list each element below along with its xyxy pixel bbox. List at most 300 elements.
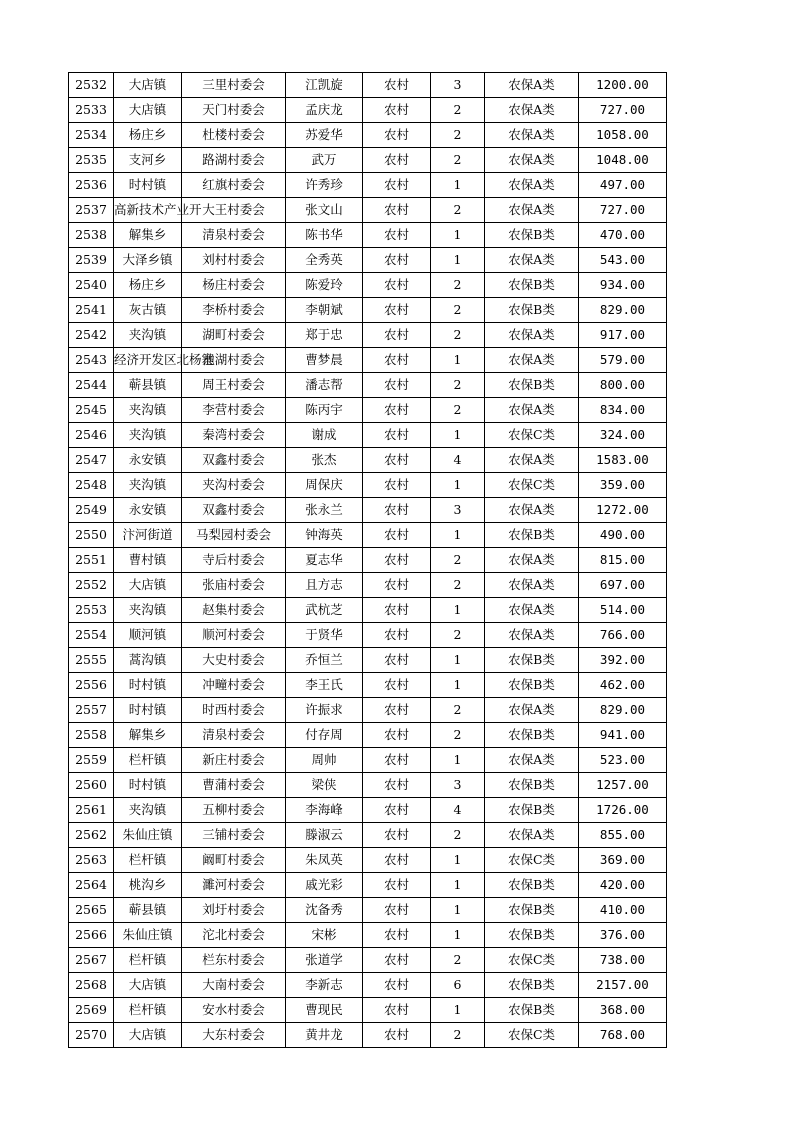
insurance-category-cell: 农保A类: [485, 323, 579, 348]
table-row: [69, 373, 667, 398]
village-committee-cell: 双鑫村委会: [182, 448, 286, 473]
amount-cell: 738.00: [579, 948, 667, 973]
area-type-cell: 农村: [363, 598, 431, 623]
village-committee-cell: 周王村委会: [182, 373, 286, 398]
village-committee-cell: 秦湾村委会: [182, 423, 286, 448]
town-cell: 顺河镇: [114, 623, 182, 648]
table-row: [69, 973, 667, 998]
village-committee-cell: 顺河村委会: [182, 623, 286, 648]
person-name-cell: 周帅: [286, 748, 363, 773]
amount-cell: 1272.00: [579, 498, 667, 523]
amount-cell: 462.00: [579, 673, 667, 698]
insurance-category-cell: 农保A类: [485, 98, 579, 123]
village-committee-cell: 大王村委会: [182, 198, 286, 223]
household-count-cell: 1: [431, 748, 485, 773]
amount-cell: 1257.00: [579, 773, 667, 798]
insurance-category-cell: 农保C类: [485, 948, 579, 973]
record-number-cell: 2540: [69, 273, 114, 298]
person-name-cell: 乔恒兰: [286, 648, 363, 673]
record-number-cell: 2542: [69, 323, 114, 348]
record-number-cell: 2560: [69, 773, 114, 798]
town-cell: 栏杆镇: [114, 748, 182, 773]
insurance-category-cell: 农保A类: [485, 348, 579, 373]
area-type-cell: 农村: [363, 298, 431, 323]
amount-cell: 815.00: [579, 548, 667, 573]
record-number-cell: 2538: [69, 223, 114, 248]
town-cell: 解集乡: [114, 223, 182, 248]
town-cell: 朱仙庄镇: [114, 823, 182, 848]
record-number-cell: 2556: [69, 673, 114, 698]
village-committee-cell: 濉河村委会: [182, 873, 286, 898]
household-count-cell: 2: [431, 198, 485, 223]
person-name-cell: 朱凤英: [286, 848, 363, 873]
insurance-category-cell: 农保B类: [485, 923, 579, 948]
insurance-category-cell: 农保A类: [485, 598, 579, 623]
household-count-cell: 1: [431, 598, 485, 623]
town-cell: 灰古镇: [114, 298, 182, 323]
household-count-cell: 1: [431, 223, 485, 248]
town-cell: 杨庄乡: [114, 273, 182, 298]
insurance-category-cell: 农保A类: [485, 698, 579, 723]
household-count-cell: 1: [431, 898, 485, 923]
insurance-category-cell: 农保C类: [485, 1023, 579, 1048]
area-type-cell: 农村: [363, 1023, 431, 1048]
record-number-cell: 2537: [69, 198, 114, 223]
person-name-cell: 夏志华: [286, 548, 363, 573]
area-type-cell: 农村: [363, 148, 431, 173]
amount-cell: 368.00: [579, 998, 667, 1023]
person-name-cell: 钟海英: [286, 523, 363, 548]
insurance-category-cell: 农保A类: [485, 123, 579, 148]
village-committee-cell: 李桥村委会: [182, 298, 286, 323]
person-name-cell: 李海峰: [286, 798, 363, 823]
person-name-cell: 许秀珍: [286, 173, 363, 198]
household-count-cell: 1: [431, 423, 485, 448]
table-row: [69, 898, 667, 923]
village-committee-cell: 大东村委会: [182, 1023, 286, 1048]
village-committee-cell: 三里村委会: [182, 73, 286, 98]
table-row: [69, 198, 667, 223]
town-cell: 大泽乡镇: [114, 248, 182, 273]
amount-cell: 1200.00: [579, 73, 667, 98]
ledger-body: [69, 73, 667, 1048]
insurance-category-cell: 农保B类: [485, 223, 579, 248]
area-type-cell: 农村: [363, 173, 431, 198]
amount-cell: 2157.00: [579, 973, 667, 998]
record-number-cell: 2553: [69, 598, 114, 623]
table-row: [69, 673, 667, 698]
village-committee-cell: 清泉村委会: [182, 723, 286, 748]
insurance-category-cell: 农保B类: [485, 273, 579, 298]
town-cell: 蕲县镇: [114, 373, 182, 398]
insurance-category-cell: 农保A类: [485, 573, 579, 598]
person-name-cell: 江凯旋: [286, 73, 363, 98]
table-row: [69, 98, 667, 123]
household-count-cell: 4: [431, 798, 485, 823]
town-cell: 支河乡: [114, 148, 182, 173]
record-number-cell: 2533: [69, 98, 114, 123]
record-number-cell: 2534: [69, 123, 114, 148]
record-number-cell: 2544: [69, 373, 114, 398]
insurance-category-cell: 农保B类: [485, 648, 579, 673]
area-type-cell: 农村: [363, 573, 431, 598]
table-row: [69, 148, 667, 173]
town-cell: 时村镇: [114, 173, 182, 198]
town-cell: 大店镇: [114, 573, 182, 598]
insurance-category-cell: 农保B类: [485, 298, 579, 323]
village-committee-cell: 清泉村委会: [182, 223, 286, 248]
table-row: [69, 73, 667, 98]
table-row: [69, 923, 667, 948]
area-type-cell: 农村: [363, 773, 431, 798]
household-count-cell: 2: [431, 373, 485, 398]
amount-cell: 855.00: [579, 823, 667, 848]
village-committee-cell: 杜楼村委会: [182, 123, 286, 148]
household-count-cell: 2: [431, 123, 485, 148]
village-committee-cell: 阚町村委会: [182, 848, 286, 873]
household-count-cell: 2: [431, 273, 485, 298]
household-count-cell: 1: [431, 648, 485, 673]
table-row: [69, 498, 667, 523]
record-number-cell: 2558: [69, 723, 114, 748]
town-cell: 曹村镇: [114, 548, 182, 573]
household-count-cell: 2: [431, 948, 485, 973]
table-row: [69, 173, 667, 198]
amount-cell: 727.00: [579, 98, 667, 123]
area-type-cell: 农村: [363, 323, 431, 348]
village-committee-cell: 湖町村委会: [182, 323, 286, 348]
person-name-cell: 于贤华: [286, 623, 363, 648]
insurance-category-cell: 农保B类: [485, 973, 579, 998]
insurance-category-cell: 农保A类: [485, 448, 579, 473]
town-cell: 夹沟镇: [114, 798, 182, 823]
person-name-cell: 张道学: [286, 948, 363, 973]
table-row: [69, 623, 667, 648]
household-count-cell: 4: [431, 448, 485, 473]
amount-cell: 523.00: [579, 748, 667, 773]
household-count-cell: 2: [431, 623, 485, 648]
village-committee-cell: 安水村委会: [182, 998, 286, 1023]
area-type-cell: 农村: [363, 248, 431, 273]
household-count-cell: 1: [431, 848, 485, 873]
person-name-cell: 武杭芝: [286, 598, 363, 623]
insurance-category-cell: 农保B类: [485, 773, 579, 798]
person-name-cell: 戚光彩: [286, 873, 363, 898]
town-cell: 时村镇: [114, 673, 182, 698]
area-type-cell: 农村: [363, 923, 431, 948]
record-number-cell: 2565: [69, 898, 114, 923]
town-cell: 夹沟镇: [114, 473, 182, 498]
village-committee-cell: 刘圩村委会: [182, 898, 286, 923]
table-row: [69, 823, 667, 848]
household-count-cell: 2: [431, 1023, 485, 1048]
person-name-cell: 全秀英: [286, 248, 363, 273]
village-committee-cell: 三铺村委会: [182, 823, 286, 848]
table-row: [69, 298, 667, 323]
village-committee-cell: 新庄村委会: [182, 748, 286, 773]
record-number-cell: 2555: [69, 648, 114, 673]
town-cell: 大店镇: [114, 73, 182, 98]
town-cell: 时村镇: [114, 773, 182, 798]
table-row: [69, 273, 667, 298]
household-count-cell: 2: [431, 323, 485, 348]
amount-cell: 1058.00: [579, 123, 667, 148]
town-cell: 夹沟镇: [114, 323, 182, 348]
benefit-ledger-table: [68, 72, 667, 1048]
insurance-category-cell: 农保B类: [485, 373, 579, 398]
area-type-cell: 农村: [363, 848, 431, 873]
amount-cell: 1048.00: [579, 148, 667, 173]
household-count-cell: 2: [431, 98, 485, 123]
village-committee-cell: 双鑫村委会: [182, 498, 286, 523]
record-number-cell: 2563: [69, 848, 114, 873]
person-name-cell: 曹现民: [286, 998, 363, 1023]
town-cell: 蕲县镇: [114, 898, 182, 923]
person-name-cell: 宋彬: [286, 923, 363, 948]
town-cell: 夹沟镇: [114, 423, 182, 448]
table-row: [69, 248, 667, 273]
area-type-cell: 农村: [363, 873, 431, 898]
amount-cell: 934.00: [579, 273, 667, 298]
village-committee-cell: 杨庄村委会: [182, 273, 286, 298]
record-number-cell: 2535: [69, 148, 114, 173]
village-committee-cell: 马梨园村委会: [182, 523, 286, 548]
household-count-cell: 3: [431, 73, 485, 98]
record-number-cell: 2546: [69, 423, 114, 448]
area-type-cell: 农村: [363, 698, 431, 723]
village-committee-cell: 夹沟村委会: [182, 473, 286, 498]
insurance-category-cell: 农保A类: [485, 248, 579, 273]
insurance-category-cell: 农保A类: [485, 623, 579, 648]
table-row: [69, 648, 667, 673]
table-row: [69, 1023, 667, 1048]
amount-cell: 697.00: [579, 573, 667, 598]
person-name-cell: 苏爱华: [286, 123, 363, 148]
person-name-cell: 李王氏: [286, 673, 363, 698]
village-committee-cell: 红旗村委会: [182, 173, 286, 198]
household-count-cell: 2: [431, 298, 485, 323]
person-name-cell: 陈书华: [286, 223, 363, 248]
person-name-cell: 周保庆: [286, 473, 363, 498]
record-number-cell: 2567: [69, 948, 114, 973]
amount-cell: 941.00: [579, 723, 667, 748]
area-type-cell: 农村: [363, 623, 431, 648]
village-committee-cell: 李营村委会: [182, 398, 286, 423]
town-cell: 朱仙庄镇: [114, 923, 182, 948]
area-type-cell: 农村: [363, 473, 431, 498]
insurance-category-cell: 农保A类: [485, 198, 579, 223]
insurance-category-cell: 农保C类: [485, 423, 579, 448]
person-name-cell: 梁侠: [286, 773, 363, 798]
amount-cell: 917.00: [579, 323, 667, 348]
household-count-cell: 6: [431, 973, 485, 998]
town-cell: 夹沟镇: [114, 598, 182, 623]
record-number-cell: 2564: [69, 873, 114, 898]
person-name-cell: 谢成: [286, 423, 363, 448]
insurance-category-cell: 农保B类: [485, 523, 579, 548]
area-type-cell: 农村: [363, 398, 431, 423]
amount-cell: 829.00: [579, 698, 667, 723]
record-number-cell: 2545: [69, 398, 114, 423]
household-count-cell: 1: [431, 923, 485, 948]
table-row: [69, 523, 667, 548]
area-type-cell: 农村: [363, 648, 431, 673]
town-cell: 经济开发区北杨寨: [114, 348, 182, 373]
person-name-cell: 陈丙宇: [286, 398, 363, 423]
record-number-cell: 2547: [69, 448, 114, 473]
household-count-cell: 2: [431, 723, 485, 748]
village-committee-cell: 天门村委会: [182, 98, 286, 123]
household-count-cell: 1: [431, 473, 485, 498]
table-row: [69, 398, 667, 423]
town-cell: 永安镇: [114, 448, 182, 473]
household-count-cell: 2: [431, 548, 485, 573]
area-type-cell: 农村: [363, 548, 431, 573]
area-type-cell: 农村: [363, 898, 431, 923]
amount-cell: 470.00: [579, 223, 667, 248]
amount-cell: 359.00: [579, 473, 667, 498]
record-number-cell: 2532: [69, 73, 114, 98]
insurance-category-cell: 农保C类: [485, 848, 579, 873]
amount-cell: 727.00: [579, 198, 667, 223]
town-cell: 大店镇: [114, 98, 182, 123]
amount-cell: 392.00: [579, 648, 667, 673]
town-cell: 大店镇: [114, 973, 182, 998]
household-count-cell: 3: [431, 773, 485, 798]
area-type-cell: 农村: [363, 973, 431, 998]
town-cell: 解集乡: [114, 723, 182, 748]
amount-cell: 1583.00: [579, 448, 667, 473]
town-cell: 汴河街道: [114, 523, 182, 548]
record-number-cell: 2559: [69, 748, 114, 773]
area-type-cell: 农村: [363, 73, 431, 98]
village-committee-cell: 栏东村委会: [182, 948, 286, 973]
household-count-cell: 2: [431, 573, 485, 598]
amount-cell: 768.00: [579, 1023, 667, 1048]
village-committee-cell: 沱北村委会: [182, 923, 286, 948]
amount-cell: 579.00: [579, 348, 667, 373]
person-name-cell: 滕淑云: [286, 823, 363, 848]
town-cell: 高新技术产业开: [114, 198, 182, 223]
insurance-category-cell: 农保A类: [485, 823, 579, 848]
area-type-cell: 农村: [363, 748, 431, 773]
record-number-cell: 2543: [69, 348, 114, 373]
village-committee-cell: 大南村委会: [182, 973, 286, 998]
village-committee-cell: 赵集村委会: [182, 598, 286, 623]
insurance-category-cell: 农保B类: [485, 873, 579, 898]
insurance-category-cell: 农保B类: [485, 673, 579, 698]
amount-cell: 514.00: [579, 598, 667, 623]
table-row: [69, 448, 667, 473]
town-cell: 夹沟镇: [114, 398, 182, 423]
village-committee-cell: 路湖村委会: [182, 148, 286, 173]
household-count-cell: 1: [431, 998, 485, 1023]
household-count-cell: 2: [431, 698, 485, 723]
amount-cell: 800.00: [579, 373, 667, 398]
table-row: [69, 348, 667, 373]
insurance-category-cell: 农保A类: [485, 398, 579, 423]
person-name-cell: 张杰: [286, 448, 363, 473]
household-count-cell: 1: [431, 348, 485, 373]
table-row: [69, 223, 667, 248]
village-committee-cell: 冲疃村委会: [182, 673, 286, 698]
area-type-cell: 农村: [363, 823, 431, 848]
household-count-cell: 1: [431, 523, 485, 548]
area-type-cell: 农村: [363, 948, 431, 973]
record-number-cell: 2536: [69, 173, 114, 198]
area-type-cell: 农村: [363, 998, 431, 1023]
record-number-cell: 2570: [69, 1023, 114, 1048]
household-count-cell: 1: [431, 673, 485, 698]
insurance-category-cell: 农保A类: [485, 73, 579, 98]
table-row: [69, 573, 667, 598]
area-type-cell: 农村: [363, 448, 431, 473]
record-number-cell: 2561: [69, 798, 114, 823]
amount-cell: 369.00: [579, 848, 667, 873]
village-committee-cell: 大史村委会: [182, 648, 286, 673]
table-row: [69, 998, 667, 1023]
town-cell: 大店镇: [114, 1023, 182, 1048]
insurance-category-cell: 农保B类: [485, 798, 579, 823]
town-cell: 杨庄乡: [114, 123, 182, 148]
area-type-cell: 农村: [363, 498, 431, 523]
person-name-cell: 付存周: [286, 723, 363, 748]
person-name-cell: 孟庆龙: [286, 98, 363, 123]
person-name-cell: 许振求: [286, 698, 363, 723]
town-cell: 栏杆镇: [114, 848, 182, 873]
record-number-cell: 2549: [69, 498, 114, 523]
village-committee-cell: 张庙村委会: [182, 573, 286, 598]
table-row: [69, 773, 667, 798]
area-type-cell: 农村: [363, 723, 431, 748]
person-name-cell: 潘志帮: [286, 373, 363, 398]
town-cell: 栏杆镇: [114, 948, 182, 973]
table-row: [69, 798, 667, 823]
person-name-cell: 曹梦晨: [286, 348, 363, 373]
table-row: [69, 748, 667, 773]
area-type-cell: 农村: [363, 223, 431, 248]
record-number-cell: 2551: [69, 548, 114, 573]
table-row: [69, 723, 667, 748]
amount-cell: 543.00: [579, 248, 667, 273]
village-committee-cell: 曹蒲村委会: [182, 773, 286, 798]
household-count-cell: 2: [431, 398, 485, 423]
amount-cell: 834.00: [579, 398, 667, 423]
area-type-cell: 农村: [363, 198, 431, 223]
amount-cell: 410.00: [579, 898, 667, 923]
insurance-category-cell: 农保C类: [485, 473, 579, 498]
person-name-cell: 李新志: [286, 973, 363, 998]
area-type-cell: 农村: [363, 373, 431, 398]
record-number-cell: 2569: [69, 998, 114, 1023]
person-name-cell: 且方志: [286, 573, 363, 598]
person-name-cell: 黄井龙: [286, 1023, 363, 1048]
town-cell: 永安镇: [114, 498, 182, 523]
amount-cell: 497.00: [579, 173, 667, 198]
town-cell: 蒿沟镇: [114, 648, 182, 673]
town-cell: 时村镇: [114, 698, 182, 723]
area-type-cell: 农村: [363, 348, 431, 373]
insurance-category-cell: 农保A类: [485, 748, 579, 773]
record-number-cell: 2550: [69, 523, 114, 548]
person-name-cell: 李朝斌: [286, 298, 363, 323]
record-number-cell: 2539: [69, 248, 114, 273]
table-row: [69, 598, 667, 623]
village-committee-cell: 五柳村委会: [182, 798, 286, 823]
village-committee-cell: 寺后村委会: [182, 548, 286, 573]
person-name-cell: 张永兰: [286, 498, 363, 523]
insurance-category-cell: 农保A类: [485, 173, 579, 198]
